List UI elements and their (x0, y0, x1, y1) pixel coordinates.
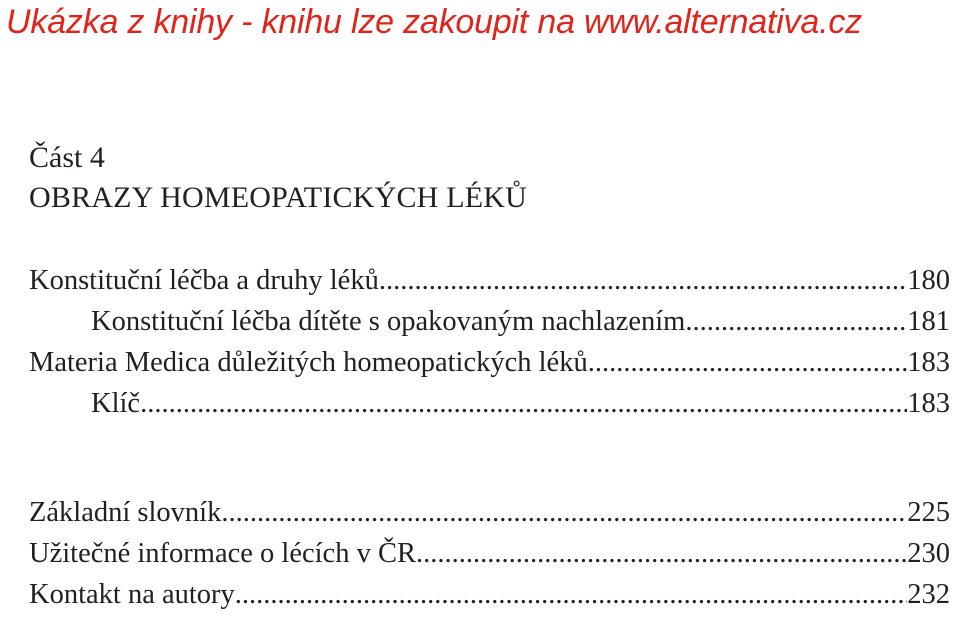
part-title: OBRAZY HOMEOPATICKÝCH LÉKŮ (29, 181, 528, 214)
toc-dot-leader (140, 383, 907, 424)
toc-entry-title: Základní slovník (29, 497, 222, 528)
toc-appendix-list (29, 492, 950, 615)
toc-dot-leader (685, 301, 907, 342)
toc-dot-leader (379, 260, 907, 301)
toc-entry-title: Konstituční léčba dítěte s opakovaným nachlazením (91, 306, 686, 337)
toc-entry-page: 232 (907, 579, 950, 610)
toc-entry-glossary[interactable] (29, 492, 950, 533)
toc-entry-materia-medica[interactable] (29, 342, 950, 383)
toc-entry-contact-authors[interactable] (29, 574, 950, 615)
toc-entry-page: 181 (907, 306, 950, 337)
toc-main-list (29, 260, 950, 424)
toc-dot-leader (221, 492, 907, 533)
toc-entry-page: 230 (907, 538, 950, 569)
promo-banner-link[interactable]: Ukázka z knihy - knihu lze zakoupit na www.alternativa.cz (6, 3, 862, 41)
toc-entry-title: Materia Medica důležitých homeopatických léků (29, 347, 588, 378)
part-label: Část 4 (29, 141, 105, 174)
toc-entry-child-colds[interactable] (29, 301, 950, 342)
toc-dot-leader (416, 533, 907, 574)
toc-dot-leader (588, 342, 908, 383)
toc-entry-title: Kontakt na autory (29, 579, 235, 610)
table-of-contents-page (29, 138, 950, 615)
toc-entry-page: 225 (907, 497, 950, 528)
toc-dot-leader (235, 574, 907, 615)
toc-entry-title: Konstituční léčba a druhy léků (29, 265, 379, 296)
toc-entry-page: 183 (907, 347, 950, 378)
toc-entry-key[interactable] (29, 383, 950, 424)
toc-entry-constitutional-treatment[interactable] (29, 260, 950, 301)
toc-entry-page: 180 (907, 265, 950, 296)
toc-entry-title: Klíč (91, 388, 141, 419)
toc-entry-page: 183 (907, 388, 950, 419)
toc-entry-title: Užitečné informace o lécích v ČR (29, 538, 416, 569)
toc-entry-useful-info[interactable] (29, 533, 950, 574)
